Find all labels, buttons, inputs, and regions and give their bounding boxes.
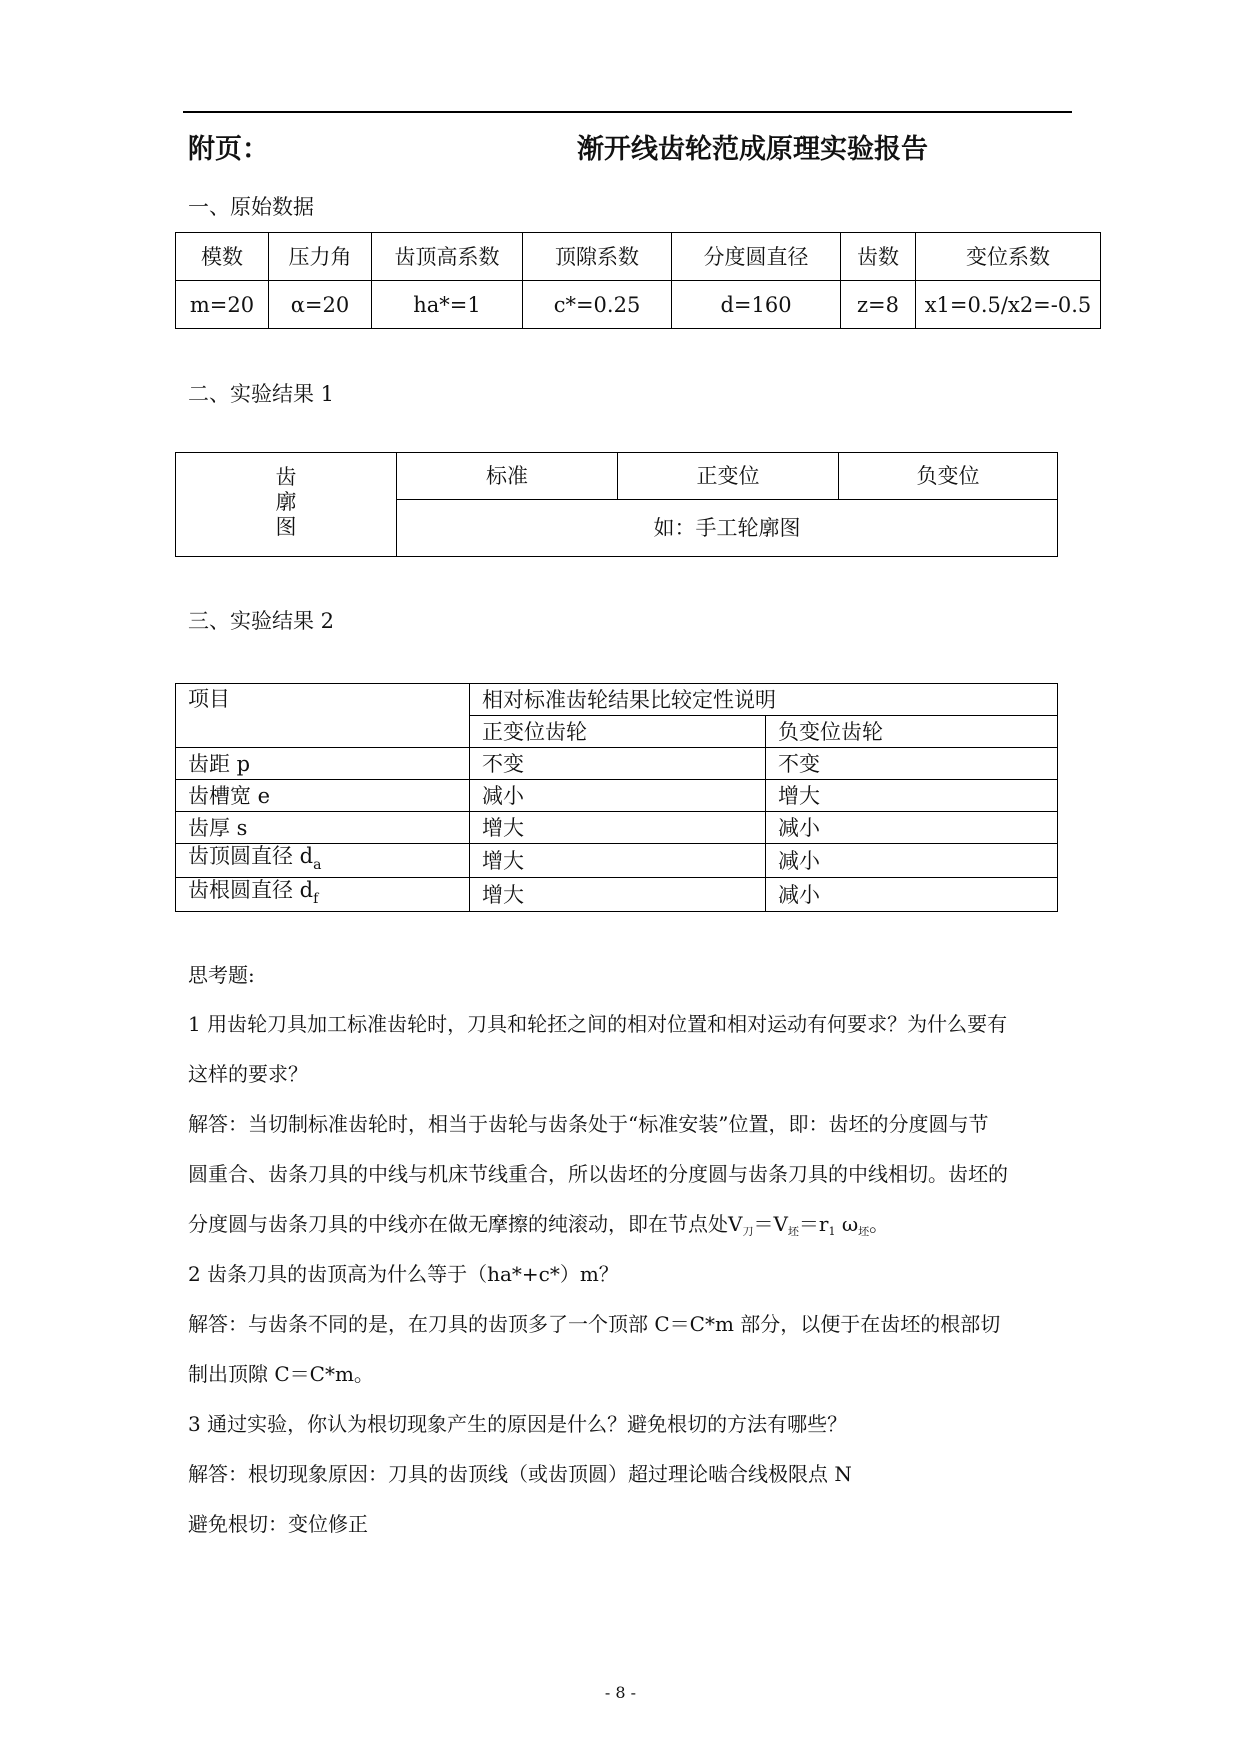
answer-1-formula-line: 分度圆与齿条刀具的中线亦在做无摩擦的纯滚动，即在节点处$V_刀=V_坯=r_1$ $\omega_坯$。 xyxy=(188,1212,890,1238)
question-1: 1 用齿轮刀具加工标准齿轮时，刀具和轮抷之间的相对位置和相对运动有何要求？为什么要有 xyxy=(188,1012,1008,1036)
questions-title: 思考题: xyxy=(188,963,255,987)
positive-cell: 增大 xyxy=(470,812,766,844)
vertical-label: 齿 廓 图 xyxy=(275,465,297,539)
row-label: 齿顶圆直径 $d_a$ xyxy=(176,844,470,878)
value-cell: α=20 xyxy=(269,281,372,329)
table-row xyxy=(176,844,1058,878)
value-cell: d=160 xyxy=(672,281,841,329)
header-cell: 变位系数 xyxy=(916,233,1101,281)
section3-title: 三、实验结果 2 xyxy=(188,609,335,633)
sub-header-negative: 负变位齿轮 xyxy=(766,716,1058,748)
header-cell: 顶隙系数 xyxy=(523,233,672,281)
value-cell: c*=0.25 xyxy=(523,281,672,329)
profile-row-label xyxy=(176,453,397,557)
positive-cell: 增大 xyxy=(470,844,766,878)
column-negative: 负变位 xyxy=(839,453,1058,500)
negative-cell: 减小 xyxy=(766,878,1058,912)
table-row xyxy=(176,748,1058,780)
header-cell: 齿数 xyxy=(841,233,916,281)
item-header: 项目 xyxy=(176,684,470,748)
section1-title: 一、原始数据 xyxy=(188,195,314,219)
page-title: 渐开线齿轮范成原理实验报告 xyxy=(577,134,928,165)
question-1-cont: 这样的要求？ xyxy=(188,1062,308,1086)
page-number: - 8 - xyxy=(604,1683,637,1702)
row-label: 齿根圆直径 $d_f$ xyxy=(176,878,470,912)
question-2: 2 齿条刀具的齿顶高为什么等于（ha*+c*）m？ xyxy=(188,1262,619,1286)
header-cell: 压力角 xyxy=(269,233,372,281)
column-standard: 标准 xyxy=(397,453,618,500)
negative-cell: 减小 xyxy=(766,844,1058,878)
positive-cell: 增大 xyxy=(470,878,766,912)
row-label: 齿厚 s xyxy=(176,812,470,844)
answer-1: 解答：当切制标准齿轮时，相当于齿轮与齿条处于“标准安装”位置，即：齿坯的分度圆与节 xyxy=(188,1112,989,1136)
profile-table xyxy=(175,452,1058,557)
raw-data-table xyxy=(175,232,1101,329)
negative-cell: 减小 xyxy=(766,812,1058,844)
profile-note: 如：手工轮廓图 xyxy=(397,500,1058,557)
answer-3: 解答：根切现象原因：刀具的齿顶线（或齿顶圆）超过理论啮合线极限点 N xyxy=(188,1462,852,1486)
table-row xyxy=(176,281,1101,329)
value-cell: z=8 xyxy=(841,281,916,329)
header-left-label: 附页： xyxy=(188,134,269,165)
table-row xyxy=(176,878,1058,912)
value-cell: ha*=1 xyxy=(372,281,523,329)
positive-cell: 减小 xyxy=(470,780,766,812)
sub-header-positive: 正变位齿轮 xyxy=(470,716,766,748)
column-positive: 正变位 xyxy=(618,453,839,500)
positive-cell: 不变 xyxy=(470,748,766,780)
table-row xyxy=(176,812,1058,844)
value-cell: x1=0.5/x2=-0.5 xyxy=(916,281,1101,329)
group-header: 相对标准齿轮结果比较定性说明 xyxy=(470,684,1058,716)
table-header-row xyxy=(176,233,1101,281)
negative-cell: 不变 xyxy=(766,748,1058,780)
answer-2: 解答：与齿条不同的是，在刀具的齿顶多了一个顶部 C＝C*m 部分，以便于在齿坯的根部切 xyxy=(188,1312,1001,1336)
answer-3-cont: 避免根切：变位修正 xyxy=(188,1512,368,1536)
table-header-row xyxy=(176,453,1058,500)
comparison-table xyxy=(175,683,1058,912)
table-row xyxy=(176,780,1058,812)
header-cell: 模数 xyxy=(176,233,269,281)
table-header-row xyxy=(176,684,1058,716)
row-label: 齿距 p xyxy=(176,748,470,780)
header-cell: 齿顶高系数 xyxy=(372,233,523,281)
header-rule xyxy=(183,111,1072,113)
header-cell: 分度圆直径 xyxy=(672,233,841,281)
answer-1-cont: 圆重合、齿条刀具的中线与机床节线重合，所以齿坯的分度圆与齿条刀具的中线相切。齿坯的 xyxy=(188,1162,1008,1186)
row-label: 齿槽宽 e xyxy=(176,780,470,812)
negative-cell: 增大 xyxy=(766,780,1058,812)
section2-title: 二、实验结果 1 xyxy=(188,382,335,406)
answer-2-cont: 制出顶隙 C＝C*m。 xyxy=(188,1362,374,1386)
question-3: 3 通过实验，你认为根切现象产生的原因是什么？避免根切的方法有哪些？ xyxy=(188,1412,848,1436)
value-cell: m=20 xyxy=(176,281,269,329)
